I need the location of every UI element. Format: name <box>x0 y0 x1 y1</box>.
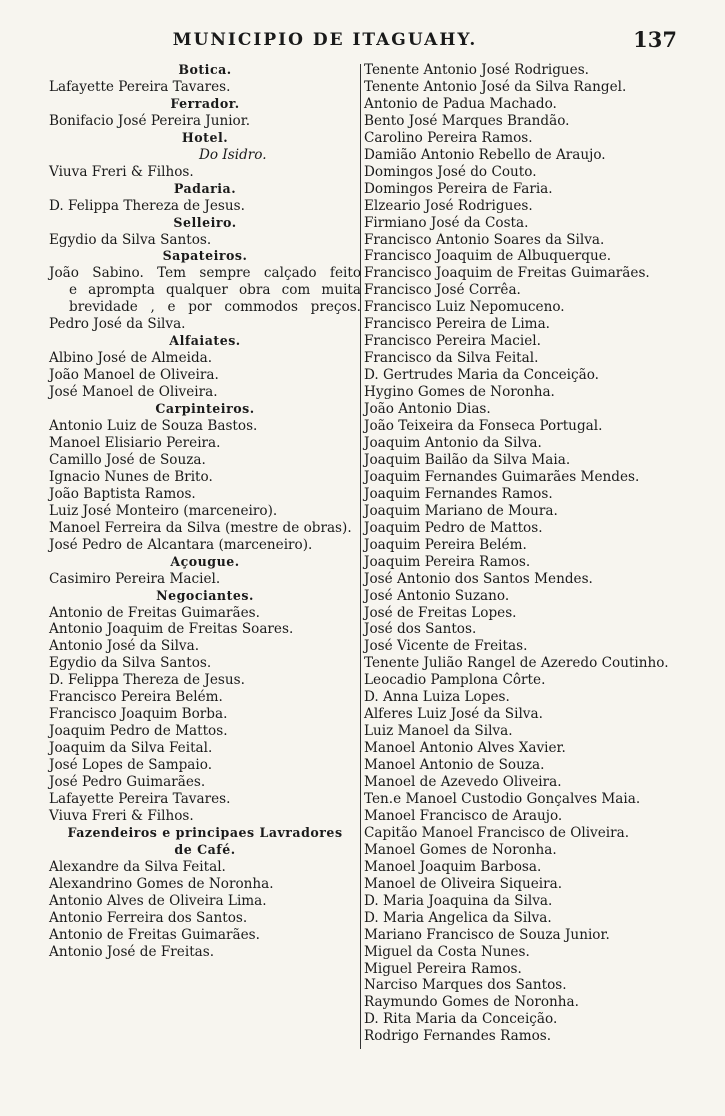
section-heading: Açougue. <box>170 553 240 569</box>
list-item: José Antonio Suzano. <box>364 587 510 604</box>
list-item: Francisco José Corrêa. <box>364 282 521 299</box>
section-heading: Alfaiates. <box>169 333 241 349</box>
page-header <box>0 27 725 56</box>
list-item: João Manoel de Oliveira. <box>49 367 219 384</box>
list-item: D. Felippa Thereza de Jesus. <box>49 197 245 214</box>
list-item: Tenente Antonio José da Silva Rangel. <box>364 78 627 95</box>
list-item: João Antonio Dias. <box>364 401 491 418</box>
list-item: Luiz Manoel da Silva. <box>364 723 513 740</box>
right-column <box>364 62 716 1045</box>
list-item: Joaquim da Silva Feital. <box>49 740 213 757</box>
list-item: João Teixeira da Fonseca Portugal. <box>364 418 603 435</box>
list-item: Elzeario José Rodrigues. <box>364 197 533 214</box>
list-item: Miguel da Costa Nunes. <box>364 943 530 960</box>
list-item: Joaquim Bailão da Silva Maia. <box>364 451 571 468</box>
list-item: Luiz José Monteiro (marceneiro). <box>49 502 278 519</box>
list-item: Manoel Antonio Alves Xavier. <box>364 740 566 757</box>
list-item: Albino José de Almeida. <box>49 350 213 367</box>
list-item: Joaquim Pedro de Mattos. <box>49 723 228 740</box>
list-item: Tenente Julião Rangel de Azeredo Coutinho. <box>364 655 669 672</box>
list-item: Camillo José de Souza. <box>49 451 206 468</box>
list-item: D. Maria Angelica da Silva. <box>364 909 552 926</box>
list-item: Damião Antonio Rebello de Araujo. <box>364 146 606 163</box>
list-item: Manoel de Oliveira Siqueira. <box>364 875 563 892</box>
list-item: Narciso Marques dos Santos. <box>364 977 567 994</box>
list-item: Joaquim Pereira Ramos. <box>364 553 531 570</box>
list-item: José Vicente de Freitas. <box>364 638 528 655</box>
list-item: Pedro José da Silva. <box>49 316 186 333</box>
list-item: Ten.e Manoel Custodio Gonçalves Maia. <box>364 790 641 807</box>
list-item: Manoel Antonio de Souza. <box>364 757 545 774</box>
page-number: 137 <box>633 27 677 52</box>
list-item: Manoel Gomes de Noronha. <box>364 841 557 858</box>
list-item: Antonio de Freitas Guimarães. <box>49 926 260 943</box>
list-item: José Pedro Guimarães. <box>49 774 206 791</box>
section-heading: de Café. <box>174 841 236 857</box>
list-item: Francisco Luiz Nepomuceno. <box>364 299 565 316</box>
list-item: Manoel Elisiario Pereira. <box>49 434 221 451</box>
list-item: João Baptista Ramos. <box>49 485 196 502</box>
list-item: Joaquim Mariano de Moura. <box>364 502 558 519</box>
list-item: Joaquim Pedro de Mattos. <box>364 519 543 536</box>
entry-text: brevidade , e por commodos preços. <box>69 299 361 316</box>
list-item: Egydio da Silva Santos. <box>49 655 212 672</box>
list-item: Manoel Ferreira da Silva (mestre de obras). <box>49 519 352 536</box>
list-item: Antonio Ferreira dos Santos. <box>49 909 248 926</box>
hotel-name: Do Isidro. <box>199 146 267 163</box>
list-item: Capitão Manoel Francisco de Oliveira. <box>364 824 630 841</box>
section-heading: Selleiro. <box>173 214 237 230</box>
list-item: Domingos Pereira de Faria. <box>364 180 553 197</box>
list-item: Manoel Francisco de Araujo. <box>364 807 563 824</box>
list-item: Tenente Antonio José Rodrigues. <box>364 62 590 78</box>
list-item: Bonifacio José Pereira Junior. <box>49 112 251 129</box>
list-item: Antonio Joaquim de Freitas Soares. <box>49 621 294 638</box>
list-item: Lafayette Pereira Tavares. <box>49 790 231 807</box>
list-item: Casimiro Pereira Maciel. <box>49 570 221 587</box>
list-item: Joaquim Pereira Belém. <box>364 536 527 553</box>
list-item: Francisco Pereira Belém. <box>49 689 223 706</box>
list-item: Antonio José da Silva. <box>49 638 200 655</box>
list-item: Antonio Alves de Oliveira Lima. <box>49 892 267 909</box>
section-heading: Padaria. <box>173 180 237 196</box>
list-item: Lafayette Pereira Tavares. <box>49 78 231 95</box>
list-item: D. Anna Luiza Lopes. <box>364 689 510 706</box>
list-item: Francisco Joaquim de Albuquerque. <box>364 248 612 265</box>
list-item: Carolino Pereira Ramos. <box>364 129 533 146</box>
list-item: Antonio de Padua Machado. <box>364 95 557 112</box>
section-heading: Botica. <box>178 62 232 77</box>
list-item: Antonio Luiz de Souza Bastos. <box>49 418 258 435</box>
left-column <box>49 62 361 961</box>
list-item: Francisco da Silva Feital. <box>364 350 539 367</box>
list-item: D. Rita Maria da Conceição. <box>364 1011 558 1028</box>
list-item: José dos Santos. <box>364 621 477 638</box>
list-item: Manoel Joaquim Barbosa. <box>364 858 542 875</box>
section-heading: Ferrador. <box>170 95 240 111</box>
list-item: Francisco Pereira Maciel. <box>364 333 541 350</box>
list-item: Antonio José de Freitas. <box>49 943 215 960</box>
page-title: MUNICIPIO DE ITAGUAHY. <box>172 30 478 50</box>
entry-text: João Sabino. Tem sempre calçado feito <box>49 265 361 282</box>
list-item: Joaquim Fernandes Guimarães Mendes. <box>364 468 640 485</box>
list-item: Firmiano José da Costa. <box>364 214 529 231</box>
list-item: Raymundo Gomes de Noronha. <box>364 994 579 1011</box>
list-item: Egydio da Silva Santos. <box>49 231 212 248</box>
entry-text: e aprompta qualquer obra com muita <box>69 282 361 299</box>
list-item: Alferes Luiz José da Silva. <box>364 706 543 723</box>
list-item: Viuva Freri & Filhos. <box>49 807 194 824</box>
list-item: D. Gertrudes Maria da Conceição. <box>364 367 599 384</box>
list-item: José Pedro de Alcantara (marceneiro). <box>49 536 313 553</box>
section-heading: Negociantes. <box>156 587 254 603</box>
list-item: Leocadio Pamplona Côrte. <box>364 672 546 689</box>
list-item: Francisco Joaquim Borba. <box>49 706 228 723</box>
list-item: José Manoel de Oliveira. <box>49 384 218 401</box>
list-item: Ignacio Nunes de Brito. <box>49 468 213 485</box>
list-item: José Lopes de Sampaio. <box>49 757 213 774</box>
list-item: Mariano Francisco de Souza Junior. <box>364 926 610 943</box>
list-item: Antonio de Freitas Guimarães. <box>49 604 260 621</box>
list-item: Francisco Joaquim de Freitas Guimarães. <box>364 265 650 282</box>
list-item: D. Felippa Thereza de Jesus. <box>49 672 245 689</box>
list-item: Manoel de Azevedo Oliveira. <box>364 774 562 791</box>
section-heading: Carpinteiros. <box>155 401 255 417</box>
list-item: Domingos José do Couto. <box>364 163 537 180</box>
section-heading: Sapateiros. <box>162 248 248 264</box>
section-heading: Hotel. <box>181 129 229 145</box>
section-heading: Fazendeiros e principaes Lavradores <box>67 824 343 840</box>
list-item: Miguel Pereira Ramos. <box>364 960 522 977</box>
list-item: Alexandrino Gomes de Noronha. <box>49 875 274 892</box>
list-item: José Antonio dos Santos Mendes. <box>364 570 593 587</box>
list-item: José de Freitas Lopes. <box>364 604 517 621</box>
list-item: Francisco Antonio Soares da Silva. <box>364 231 605 248</box>
list-item: Bento José Marques Brandão. <box>364 112 570 129</box>
list-item: Hygino Gomes de Noronha. <box>364 384 555 401</box>
list-item: Francisco Pereira de Lima. <box>364 316 550 333</box>
list-item: Joaquim Fernandes Ramos. <box>364 485 553 502</box>
list-item: Joaquim Antonio da Silva. <box>364 434 542 451</box>
list-item: Alexandre da Silva Feital. <box>49 858 226 875</box>
list-item: Viuva Freri & Filhos. <box>49 163 194 180</box>
list-item: Rodrigo Fernandes Ramos. <box>364 1028 552 1045</box>
list-item: D. Maria Joaquina da Silva. <box>364 892 553 909</box>
